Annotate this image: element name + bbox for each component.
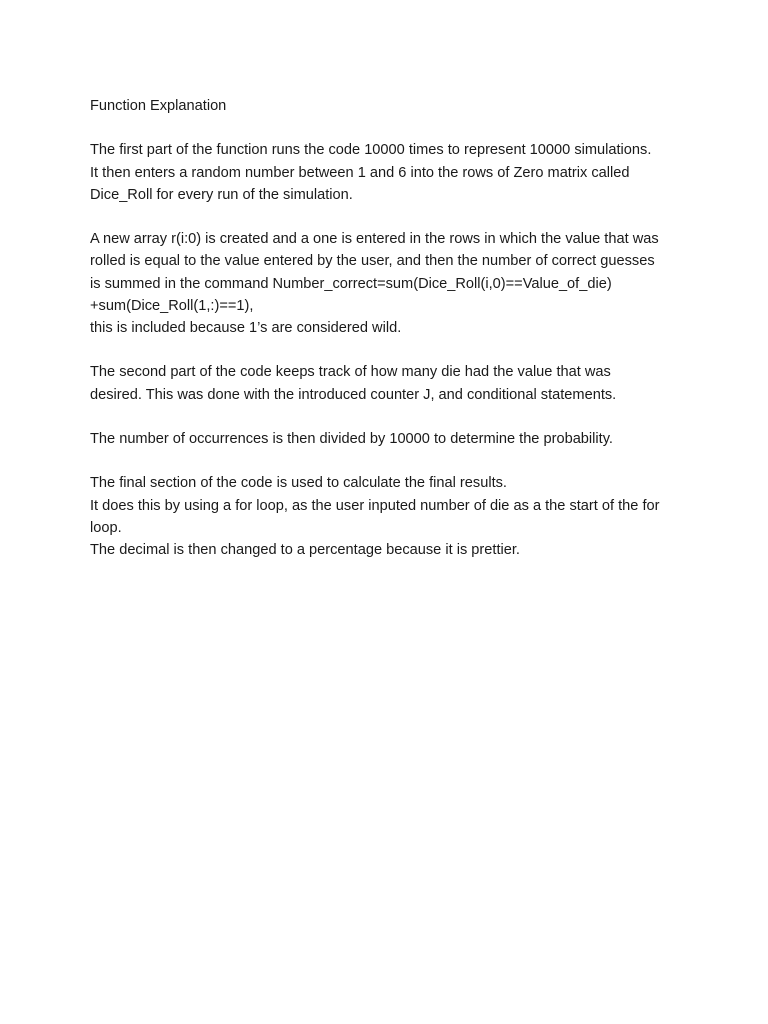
- text-line: rolled is equal to the value entered by the user, and then the number of correct guesses: [90, 253, 655, 270]
- text-line: this is included because 1’s are considered wild.: [90, 320, 402, 336]
- text-line: It then enters a random number between 1 and 6 into the rows of Zero matrix called: [90, 164, 630, 181]
- text-line: It does this by using a for loop, as the user inputed number of die as a the start of the for: [90, 497, 660, 514]
- text-line: +sum(Dice_Roll(1,:)==1),: [90, 297, 254, 314]
- paragraph-gap: [90, 206, 690, 228]
- text-line: The decimal is then changed to a percentage because it is prettier.: [90, 541, 520, 558]
- text-line: The number of occurrences is then divided by 10000 to determine the probability.: [90, 430, 613, 447]
- paragraph-simulation-overview: [90, 139, 690, 206]
- text-line: The final section of the code is used to calculate the final results.: [90, 475, 507, 492]
- text-line: is summed in the command Number_correct=sum(Dice_Roll(i,0)==Value_of_die): [90, 275, 612, 292]
- paragraph-final-section: [90, 472, 690, 561]
- text-line: The first part of the function runs the code 10000 times to represent 10000 simulations.: [90, 142, 652, 159]
- paragraph-gap: [90, 450, 690, 472]
- text-line: The second part of the code keeps track of how many die had the value that was: [90, 364, 611, 381]
- paragraph-counter-explanation: [90, 361, 690, 405]
- text-line: desired. This was done with the introduced counter J, and conditional statements.: [90, 386, 617, 403]
- paragraph-gap: [90, 117, 690, 139]
- text-line: A new array r(i:0) is created and a one is entered in the rows in which the value that was: [90, 231, 659, 248]
- document-title: Function Explanation: [90, 98, 227, 114]
- paragraph-gap: [90, 406, 690, 428]
- paragraph-probability: [90, 428, 690, 450]
- paragraph-array-explanation: [90, 228, 690, 339]
- paragraph-gap: [90, 339, 690, 361]
- text-line: loop.: [90, 519, 122, 536]
- document-body: [90, 95, 690, 561]
- text-line: Dice_Roll for every run of the simulation.: [90, 186, 353, 203]
